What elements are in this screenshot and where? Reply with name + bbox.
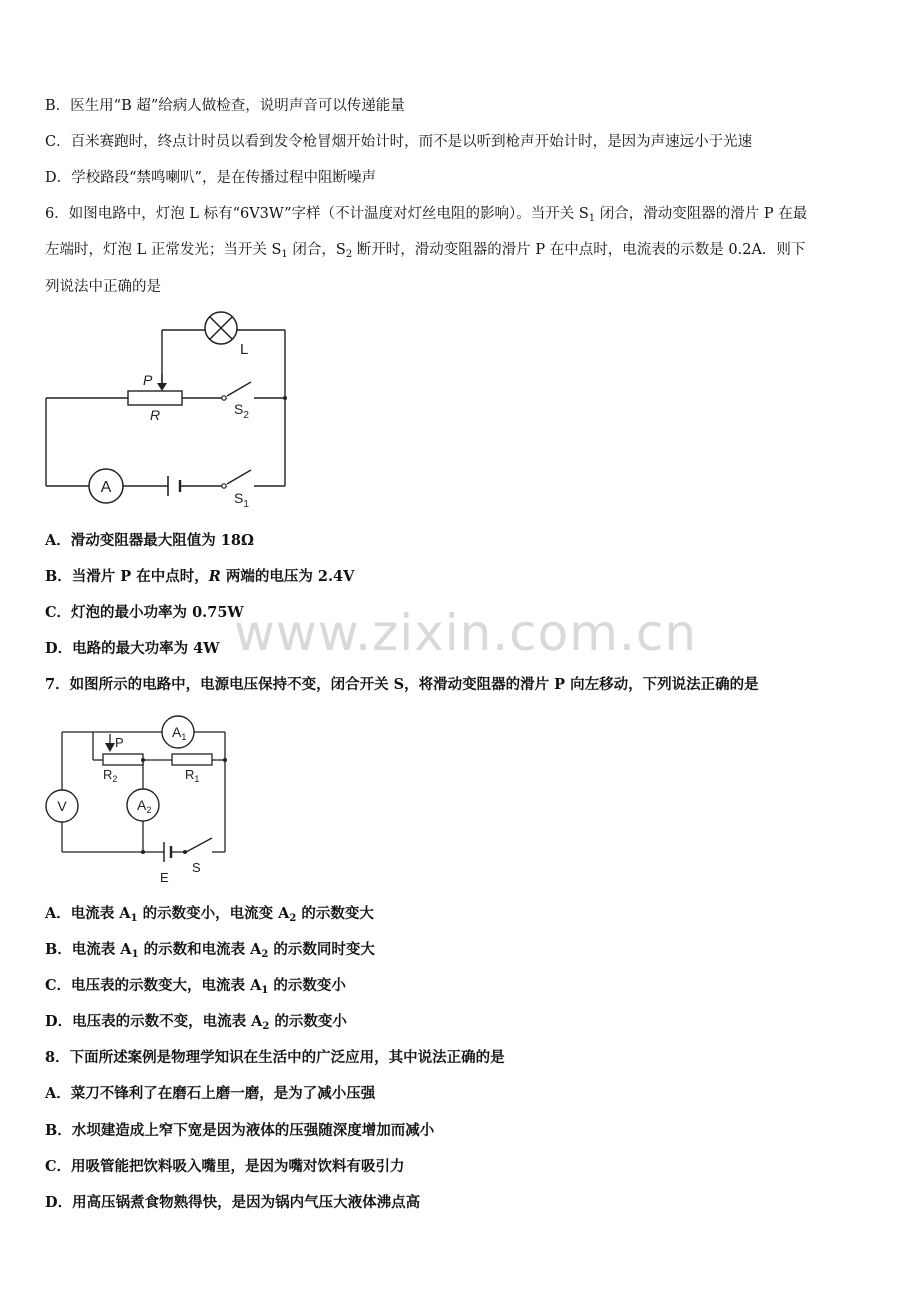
q5-option-b: B．医生用“B 超”给病人做检查，说明声音可以传递能量 (45, 98, 405, 114)
q7-stem: 7．如图所示的电路中，电源电压保持不变，闭合开关 S，将滑动变阻器的滑片 P 向左移动，下列说法正确的是 (45, 676, 759, 693)
q6-stem-line1: 6．如图电路中，灯泡 L 标有“6V3W”字样（不计温度对灯丝电阻的影响）。当开关 $S_1$ 闭合，滑动变阻器的滑片 P 在最 (45, 206, 808, 224)
svg-text:A1: $A_1$ (172, 724, 187, 742)
q6-option-d: D．电路的最大功率为 4W (45, 640, 220, 657)
q6-stem-line3: 列说法中正确的是 (45, 279, 161, 295)
slider-arrow-icon (105, 734, 115, 752)
q6-circuit-diagram (40, 308, 300, 518)
q7-option-b: B．电流表 $A_1$ 的示数和电流表 $A_2$ 的示数同时变大 (45, 941, 375, 960)
lamp-icon (205, 312, 237, 344)
q8-option-b: B．水坝建造成上窄下宽是因为液体的压强随深度增加而减小 (45, 1122, 435, 1139)
q5-option-c: C．百米赛跑时，终点计时员以看到发令枪冒烟开始计时，而不是以听到枪声开始计时，是因为声速远小于光速 (45, 134, 753, 150)
svg-text:A2: $A_2$ (137, 797, 152, 815)
q6-option-b: B．当滑片 P 在中点时，R 两端的电压为 2.4V (45, 568, 355, 585)
r1-label: $R_1$ (185, 767, 200, 784)
slider-label: P (115, 735, 124, 750)
svg-text:A: A (100, 479, 112, 496)
rheostat-label: R (150, 407, 161, 423)
battery-label: E (160, 870, 169, 885)
q7-option-c: C．电压表的示数变大，电流表 $A_1$ 的示数变小 (45, 977, 346, 996)
q8-stem: 8．下面所述案例是物理学知识在生活中的广泛应用，其中说法正确的是 (45, 1049, 505, 1066)
svg-text:V: V (57, 798, 67, 814)
q7-option-d: D．电压表的示数不变，电流表 $A_2$ 的示数变小 (45, 1013, 347, 1032)
battery-icon (168, 476, 180, 496)
q8-option-a: A．菜刀不锋利了在磨石上磨一磨，是为了减小压强 (45, 1085, 376, 1102)
voltmeter-icon (46, 790, 78, 822)
slider-label: P (143, 372, 153, 388)
lamp-label: L (240, 341, 249, 358)
q8-option-d: D．用高压锅煮食物熟得快，是因为锅内气压大液体沸点高 (45, 1194, 421, 1211)
battery-icon (164, 842, 171, 862)
q6-stem-line2: 左端时，灯泡 L 正常发光；当开关 $S_1$ 闭合，$S_2$ 断开时，滑动变阻器的滑片 P 在中点时，电流表的示数是 0.2A．则下 (45, 242, 806, 260)
ammeter-a1-icon (162, 716, 194, 748)
r2-label: $R_2$ (103, 767, 118, 784)
q6-option-c: C．灯泡的最小功率为 0.75W (45, 604, 244, 621)
switch-s1-label: $S_1$ (234, 490, 249, 510)
ammeter-icon (89, 469, 123, 503)
q5-option-d: D．学校路段“禁鸣喇叭”，是在传播过程中阻断噪声 (45, 170, 376, 186)
q7-option-a: A．电流表 $A_1$ 的示数变小，电流变 $A_2$ 的示数变大 (45, 905, 374, 924)
switch-s2-label: $S_2$ (234, 401, 249, 421)
slider-arrow-icon (157, 374, 167, 391)
q8-option-c: C．用吸管能把饮料吸入嘴里，是因为嘴对饮料有吸引力 (45, 1158, 405, 1175)
watermark: www.zixin.com.cn (234, 604, 698, 662)
switch-label: S (192, 860, 201, 875)
ammeter-a2-icon (127, 789, 159, 821)
q6-option-a: A．滑动变阻器最大阻值为 18Ω (45, 532, 254, 549)
q7-circuit-diagram (40, 712, 240, 892)
